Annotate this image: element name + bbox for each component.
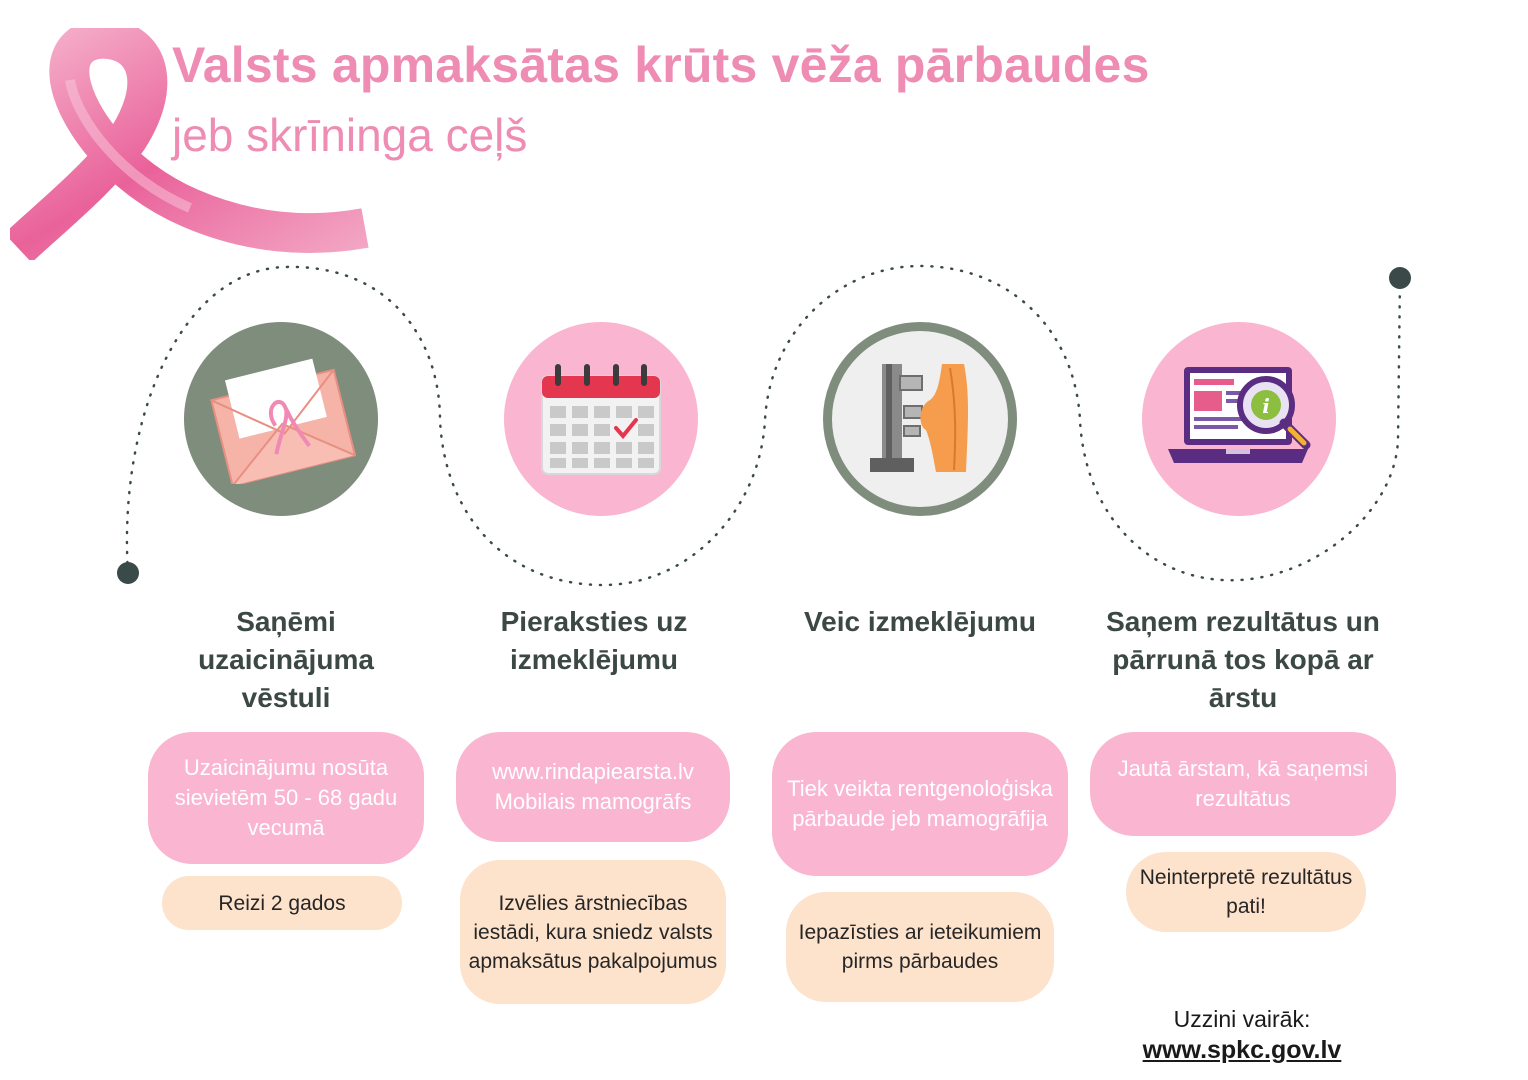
step-1-note: Reizi 2 gados <box>162 876 402 930</box>
spkc-website-link[interactable]: www.spkc.gov.lv <box>1142 1036 1342 1064</box>
step-4-note: Neinterpretē rezultātus pati! <box>1126 852 1366 932</box>
path-start-dot <box>117 562 139 584</box>
learn-more-label: Uzzini vairāk: <box>1173 1006 1311 1032</box>
step-2-note: Izvēlies ārstniecības iestādi, kura sniedz valsts apmaksātus pakalpojumus <box>460 860 726 1004</box>
step-1-title: Saņēmi uzaicinājuma vēstuli <box>198 606 374 713</box>
page-title: Valsts apmaksātas krūts vēža pārbaudes <box>172 37 1150 93</box>
step-3-note: Iepazīsties ar ieteikumiem pirms pārbaudes <box>786 892 1054 1002</box>
step-4-title: Saņem rezultātus un pārrunā tos kopā ar ārstu <box>1106 606 1380 713</box>
calendar-icon <box>538 360 664 478</box>
envelope-ribbon-icon <box>206 354 356 484</box>
step-3-circle <box>823 322 1017 516</box>
step-4-circle <box>1142 322 1336 516</box>
step-4-info: Jautā ārstam, kā saņemsi rezultātus <box>1090 732 1396 836</box>
svg-text:i: i <box>1262 394 1270 418</box>
mammography-icon <box>860 354 980 484</box>
laptop-info-icon <box>1164 361 1314 477</box>
step-2-circle <box>504 322 698 516</box>
path-end-dot <box>1389 267 1411 289</box>
step-2-info: www.rindapiearsta.lv Mobilais mamogrāfs <box>456 732 730 842</box>
step-3-info: Tiek veikta rentgenoloģiska pārbaude jeb mamogrāfija <box>772 732 1068 876</box>
page-subtitle: jeb skrīninga ceļš <box>172 109 528 161</box>
step-1-circle <box>184 322 378 516</box>
step-2-title: Pieraksties uz izmeklējumu <box>500 606 688 675</box>
step-3-title: Veic izmeklējumu <box>804 606 1036 637</box>
step-1-info: Uzaicinājumu nosūta sievietēm 50 - 68 gadu vecumā <box>148 732 424 864</box>
